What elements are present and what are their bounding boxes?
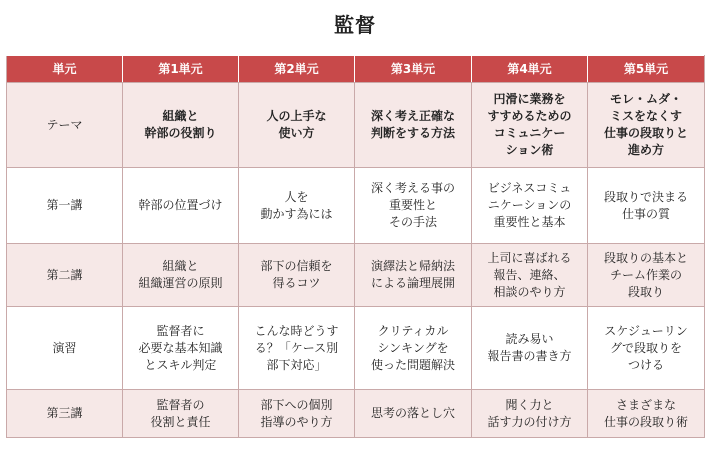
table-cell: [123, 390, 239, 438]
table-cell: [472, 307, 588, 390]
cell-text: 人を 動かす為には: [260, 189, 333, 221]
header-cell: 第4単元: [472, 56, 588, 83]
page-title: 監督: [334, 13, 376, 37]
table-cell: [588, 244, 705, 307]
cell-text: 読み易い 報告書の書き方: [487, 332, 572, 363]
cell-text: ビジネスコミュ ニケーションの 重要性と基本: [487, 181, 572, 229]
table-cell: [123, 244, 239, 307]
cell-text: 深く考え正確な 判断をする方法: [370, 109, 455, 140]
table-cell: [239, 168, 355, 244]
table-cell: [355, 390, 472, 438]
table-cell: [472, 244, 588, 307]
cell-text: 組織と 組織運営の原則: [138, 259, 223, 290]
cell-text: スケジューリン グで段取りを つける: [604, 323, 688, 372]
cell-text: 人の上手な 使い方: [266, 109, 327, 140]
cell-text: モレ・ムダ・ ミスをなくす 仕事の段取りと 進め方: [603, 92, 688, 157]
cell-text: 監督者に 必要な基本知識 とスキル判定: [138, 323, 223, 372]
curriculum-table: [6, 55, 705, 438]
table-cell: [472, 83, 588, 168]
table-cell: [588, 168, 705, 244]
row-label: 第三講: [7, 390, 123, 438]
cell-text: 部下への個別 指導のやり方: [260, 397, 333, 429]
cell-text: さまざまな 仕事の段取り術: [603, 397, 688, 429]
table-row: [7, 244, 705, 307]
table-cell: [355, 244, 472, 307]
cell-text: 上司に喜ばれる 報告、連絡、 相談のやり方: [487, 250, 572, 299]
table-cell: [588, 83, 705, 168]
cell-text: 円滑に業務を すすめるための コミュニケー ション術: [487, 92, 572, 157]
header-cell: 第2単元: [239, 56, 355, 83]
cell-text: 監督者の 役割と責任: [150, 397, 211, 429]
header-cell: 第3単元: [355, 56, 472, 83]
table-header-row: [7, 56, 705, 83]
cell-text: 段取りで決まる 仕事の質: [603, 189, 688, 221]
table-cell: [239, 390, 355, 438]
row-label: 演習: [7, 307, 123, 390]
cell-text: 部下の信頼を 得るコツ: [260, 259, 333, 290]
cell-text: 幹部の位置づけ: [138, 198, 223, 212]
table-cell: [239, 83, 355, 168]
table-cell: [123, 307, 239, 390]
table-cell: [472, 390, 588, 438]
table-row: [7, 168, 705, 244]
table-cell: [123, 83, 239, 168]
row-label: 第一講: [7, 168, 123, 244]
cell-text: 聞く力と 話す力の付け方: [487, 397, 572, 429]
table-cell: [239, 244, 355, 307]
cell-text: こんな時どうす る？「ケース別 部下対応」: [254, 323, 339, 372]
header-cell: 単元: [7, 56, 123, 83]
header-cell: 第5単元: [588, 56, 705, 83]
cell-text: クリティカル シンキングを 使った問題解決: [370, 323, 455, 372]
table-cell: [355, 83, 472, 168]
table-cell: [588, 307, 705, 390]
row-label: 第二講: [7, 244, 123, 307]
table-cell: [472, 168, 588, 244]
cell-text: 組織と 幹部の役割り: [144, 109, 217, 140]
table-row: [7, 83, 705, 168]
cell-text: 演繹法と帰納法 による論理展開: [370, 259, 455, 290]
table-row: [7, 390, 705, 438]
table-cell: [355, 307, 472, 390]
cell-text: 思考の落とし穴: [370, 406, 455, 420]
cell-text: 段取りの基本と チーム作業の 段取り: [603, 250, 688, 299]
row-label: テーマ: [7, 83, 123, 168]
table-cell: [588, 390, 705, 438]
table-cell: [239, 307, 355, 390]
table-row: [7, 307, 705, 390]
cell-text: 深く考える事の 重要性と その手法: [370, 181, 455, 229]
header-cell: 第1単元: [123, 56, 239, 83]
table-cell: [355, 168, 472, 244]
table-cell: [123, 168, 239, 244]
